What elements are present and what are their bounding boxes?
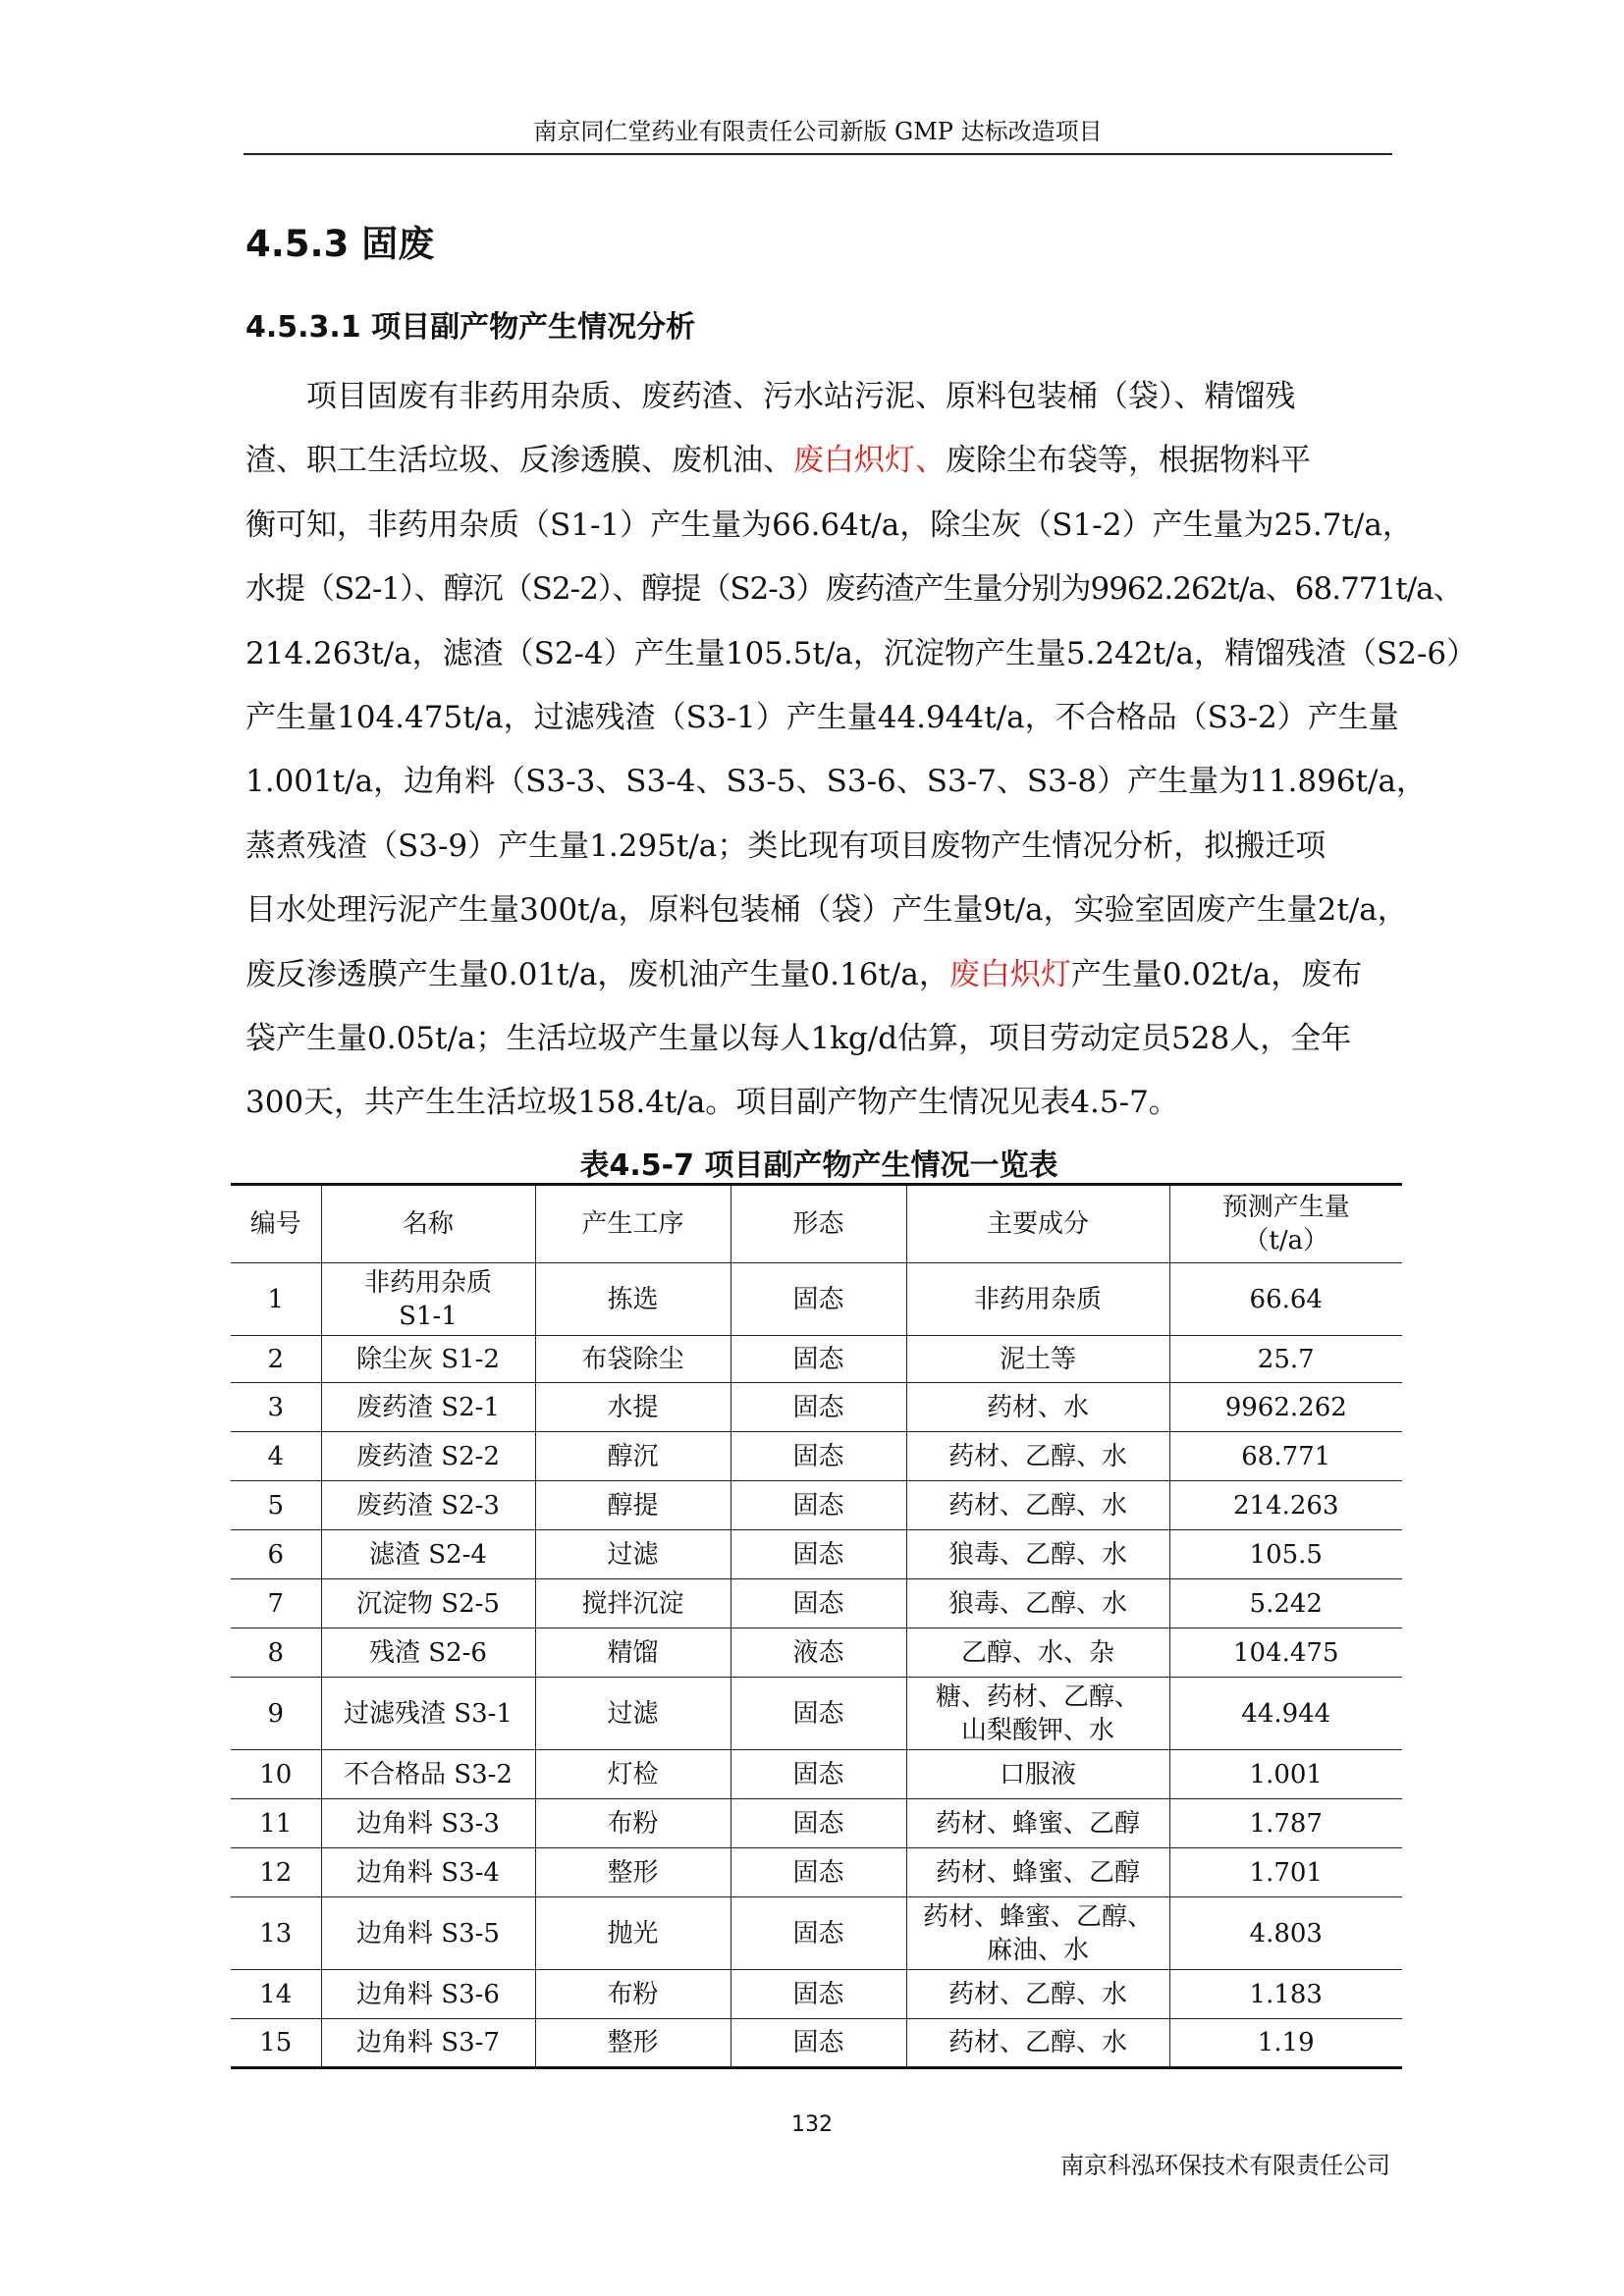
table-cell	[535, 1750, 731, 1799]
cell-text: 非药用杂质	[973, 1284, 1102, 1314]
table-cell	[731, 1678, 906, 1750]
cell-text: 44.944	[1241, 1698, 1331, 1729]
cell-text: 66.64	[1249, 1284, 1323, 1314]
table-cell	[731, 1799, 906, 1848]
cell-text: 214.263	[1232, 1490, 1339, 1521]
cell-text: 11	[259, 1808, 293, 1839]
cell-text: 边角料 S3-5	[356, 1918, 500, 1949]
header-cell-line: （t/a）	[1243, 1226, 1329, 1255]
cell-text: 醇沉	[607, 1441, 659, 1471]
table-cell	[321, 1897, 535, 1970]
table-caption: 表4.5-7 项目副产物产生情况一览表	[579, 1148, 1058, 1183]
table-cell	[1169, 2019, 1402, 2068]
cell-text: 2	[267, 1344, 285, 1374]
table-cell	[535, 2019, 731, 2068]
paragraph-line: 300天，共产生生活垃圾158.4t/a。项目副产物产生情况见表4.5-7。	[245, 1085, 1179, 1121]
table-cell	[321, 1750, 535, 1799]
header-cell	[1169, 1185, 1402, 1263]
cell-text: 104.475	[1232, 1637, 1339, 1668]
cell-text: 4	[267, 1441, 285, 1471]
table-cell	[906, 1481, 1169, 1530]
cell-text: 搅拌沉淀	[581, 1588, 684, 1619]
table-header-row	[231, 1185, 1402, 1263]
cell-text: 9	[267, 1698, 285, 1729]
cell-text: 乙醇、水、杂	[960, 1637, 1114, 1668]
cell-text: 过滤	[607, 1698, 659, 1729]
cell-text: 1.19	[1257, 2028, 1315, 2057]
table-cell	[731, 2019, 906, 2068]
highlighted-text: 废白炽灯	[948, 956, 1071, 992]
cell-text: 滤渣 S2-4	[369, 1539, 487, 1570]
table-cell	[1169, 1432, 1402, 1481]
cell-text: 沉淀物 S2-5	[356, 1588, 500, 1619]
table-cell	[1169, 1897, 1402, 1970]
cell-text: 固态	[792, 1759, 844, 1789]
table-cell	[321, 2019, 535, 2068]
cell-text: 4.803	[1249, 1918, 1323, 1949]
cell-text: 废药渣 S2-2	[356, 1441, 500, 1471]
cell-text: 固态	[792, 1284, 844, 1314]
table-cell	[231, 1848, 321, 1897]
cell-text: 固态	[792, 2028, 844, 2057]
table-row	[231, 1629, 1402, 1678]
table-cell	[731, 1750, 906, 1799]
section-heading: 4.5.3 固废	[245, 223, 435, 265]
table-cell	[321, 1678, 535, 1750]
table-row	[231, 1799, 1402, 1848]
cell-text: 固态	[792, 1344, 844, 1374]
table-row	[231, 1897, 1402, 1970]
table-cell	[731, 1579, 906, 1629]
table-cell	[1169, 1481, 1402, 1530]
text-span: 产生量0.02t/a，废布	[1070, 956, 1363, 992]
table-cell	[321, 1336, 535, 1383]
cell-text: 除尘灰 S1-2	[356, 1344, 500, 1374]
cell-text: 药材、乙醇、水	[947, 2028, 1127, 2057]
cell-text: 山梨酸钾、水	[960, 1715, 1114, 1745]
cell-text: 废药渣 S2-3	[356, 1490, 500, 1521]
cell-text: 狼毒、乙醇、水	[947, 1588, 1127, 1619]
table-row	[231, 1336, 1402, 1383]
cell-text: 布粉	[607, 1808, 659, 1839]
header-cell: 编号	[231, 1185, 321, 1263]
table-cell	[321, 1970, 535, 2019]
cell-text: 液态	[792, 1637, 844, 1668]
table-cell	[906, 1530, 1169, 1579]
cell-text: S1-1	[399, 1301, 458, 1331]
cell-text: 5	[267, 1490, 285, 1521]
table-row	[231, 2019, 1402, 2068]
cell-text: 8	[267, 1637, 285, 1668]
table-cell	[535, 1579, 731, 1629]
cell-text: 糖、药材、乙醇、	[935, 1682, 1140, 1712]
table-cell	[731, 1530, 906, 1579]
cell-text: 9962.262	[1224, 1392, 1347, 1422]
cell-text: 抛光	[607, 1918, 659, 1949]
table-row	[231, 1750, 1402, 1799]
cell-text: 固态	[792, 1698, 844, 1729]
table-row	[231, 1481, 1402, 1530]
table-cell	[231, 1530, 321, 1579]
table-cell	[906, 1336, 1169, 1383]
table-cell	[1169, 1848, 1402, 1897]
table-cell	[906, 1629, 1169, 1678]
cell-text: 14	[259, 1979, 293, 2009]
table-cell	[535, 1629, 731, 1678]
table-cell	[906, 1678, 1169, 1750]
paragraph-line	[245, 943, 1392, 1007]
table-cell	[731, 1263, 906, 1336]
paragraph-line: 衡可知，非药用杂质（S1-1）产生量为66.64t/a，除尘灰（S1-2）产生量为25.7t/a，	[245, 507, 1413, 543]
table-cell	[535, 1897, 731, 1970]
cell-text: 狼毒、乙醇、水	[947, 1539, 1127, 1570]
table-cell	[321, 1530, 535, 1579]
table-cell	[321, 1481, 535, 1530]
text-span: 渣、职工生活垃圾、反渗透膜、废机油、	[245, 443, 793, 479]
table-cell	[906, 1263, 1169, 1336]
cell-text: 灯检	[607, 1759, 659, 1789]
subsection-heading: 4.5.3.1 项目副产物产生情况分析	[245, 310, 696, 345]
table-cell	[321, 1848, 535, 1897]
table-cell	[535, 1848, 731, 1897]
cell-text: 固态	[792, 1857, 844, 1888]
table-cell	[321, 1263, 535, 1336]
cell-text: 整形	[607, 2028, 659, 2057]
table-cell	[906, 1799, 1169, 1848]
table-cell	[1169, 1336, 1402, 1383]
cell-text: 7	[267, 1588, 285, 1619]
table-cell	[906, 1383, 1169, 1432]
table-cell	[535, 1530, 731, 1579]
cell-text: 6	[267, 1539, 285, 1570]
cell-text: 固态	[792, 1441, 844, 1471]
table-row	[231, 1678, 1402, 1750]
cell-text: 5.242	[1249, 1588, 1323, 1619]
cell-text: 固态	[792, 1539, 844, 1570]
footer-company: 南京科泓环保技术有限责任公司	[1060, 2152, 1390, 2179]
cell-text: 药材、乙醇、水	[947, 1441, 1127, 1471]
table-cell	[231, 1750, 321, 1799]
cell-text: 残渣 S2-6	[369, 1637, 487, 1668]
cell-text: 固态	[792, 1979, 844, 2009]
table-cell	[321, 1799, 535, 1848]
table-cell	[731, 1848, 906, 1897]
table-cell	[231, 1799, 321, 1848]
table-cell	[906, 1579, 1169, 1629]
table-cell	[231, 1629, 321, 1678]
cell-text: 废药渣 S2-1	[356, 1392, 500, 1422]
cell-text: 醇提	[607, 1490, 659, 1521]
table-cell	[906, 1432, 1169, 1481]
cell-text: 边角料 S3-7	[356, 2028, 500, 2057]
table-cell	[231, 2019, 321, 2068]
cell-text: 13	[259, 1918, 293, 1949]
cell-text: 药材、乙醇、水	[947, 1490, 1127, 1521]
cell-text: 边角料 S3-3	[356, 1808, 500, 1839]
cell-text: 1.701	[1249, 1857, 1323, 1888]
paragraph-line: 产生量104.475t/a，过滤残渣（S3-1）产生量44.944t/a，不合格品（S3-2）产生量	[245, 699, 1399, 735]
table-cell	[231, 1432, 321, 1481]
cell-text: 固态	[792, 1490, 844, 1521]
cell-text: 过滤残渣 S3-1	[344, 1698, 513, 1729]
cell-text: 拣选	[607, 1284, 659, 1314]
table-cell	[535, 1336, 731, 1383]
table-row	[231, 1970, 1402, 2019]
table-cell	[231, 1336, 321, 1383]
table-cell	[1169, 1263, 1402, 1336]
cell-text: 过滤	[607, 1539, 659, 1570]
table-cell	[231, 1579, 321, 1629]
paragraph-line	[245, 429, 1392, 493]
table-cell	[1169, 1579, 1402, 1629]
cell-text: 药材、蜂蜜、乙醇	[935, 1857, 1140, 1888]
table-cell	[906, 1848, 1169, 1897]
table-cell	[731, 1432, 906, 1481]
header-cell: 名称	[321, 1185, 535, 1263]
page-header	[244, 110, 1392, 155]
text-span: 废除尘布袋等，根据物料平	[946, 443, 1311, 479]
cell-text: 15	[259, 2028, 293, 2057]
table-body	[231, 1263, 1402, 2068]
table-cell	[1169, 1970, 1402, 2019]
table-row	[231, 1848, 1402, 1897]
cell-text: 非药用杂质	[363, 1267, 492, 1298]
table-cell	[731, 1383, 906, 1432]
table-cell	[906, 1750, 1169, 1799]
cell-text: 3	[267, 1392, 285, 1422]
cell-text: 1.183	[1249, 1979, 1323, 2009]
cell-text: 1.787	[1249, 1808, 1323, 1839]
table-cell	[321, 1383, 535, 1432]
table-cell	[231, 1897, 321, 1970]
cell-text: 固态	[792, 1392, 844, 1422]
table-cell	[906, 1897, 1169, 1970]
cell-text: 药材、水	[986, 1392, 1089, 1422]
table-cell	[321, 1579, 535, 1629]
text-span: 废反渗透膜产生量0.01t/a，废机油产生量0.16t/a，	[245, 956, 949, 992]
highlighted-text: 废白炽灯、	[793, 443, 946, 479]
table-cell	[231, 1970, 321, 2019]
table-cell	[535, 1799, 731, 1848]
table-row	[231, 1263, 1402, 1336]
table-cell	[535, 1383, 731, 1432]
table-cell	[1169, 1799, 1402, 1848]
paragraph-line: 袋产生量0.05t/a；生活垃圾产生量以每人1kg/d估算，项目劳动定员528人，全年	[245, 1020, 1352, 1056]
paragraph-line: 项目固废有非药用杂质、废药渣、污水站污泥、原料包装桶（袋）、精馏残	[306, 379, 1296, 414]
cell-text: 不合格品 S3-2	[344, 1759, 513, 1789]
cell-text: 105.5	[1249, 1539, 1323, 1570]
paragraph-line: 1.001t/a，边角料（S3-3、S3-4、S3-5、S3-6、S3-7、S3-8）产生量为11.896t/a，	[245, 764, 1427, 800]
cell-text: 泥土等	[999, 1344, 1076, 1374]
header-cell: 主要成分	[906, 1185, 1169, 1263]
cell-text: 水提	[607, 1392, 659, 1422]
table-cell	[906, 2019, 1169, 2068]
table-row	[231, 1530, 1402, 1579]
header-cell-line: 预测产生量	[1221, 1193, 1350, 1222]
table-cell	[535, 1481, 731, 1530]
header-title: 南京同仁堂药业有限责任公司新版 GMP 达标改造项目	[533, 118, 1103, 145]
table-cell	[1169, 1750, 1402, 1799]
cell-text: 固态	[792, 1918, 844, 1949]
cell-text: 68.771	[1241, 1441, 1331, 1471]
paragraph-line: 蒸煮残渣（S3-9）产生量1.295t/a；类比现有项目废物产生情况分析，拟搬迁项	[245, 828, 1326, 864]
table-cell	[535, 1678, 731, 1750]
byproduct-table	[231, 1183, 1402, 2069]
cell-text: 12	[259, 1857, 293, 1888]
table-cell	[1169, 1678, 1402, 1750]
page-number: 132	[791, 2112, 833, 2137]
table-cell	[231, 1481, 321, 1530]
table-cell	[231, 1678, 321, 1750]
cell-text: 药材、蜂蜜、乙醇、	[922, 1901, 1153, 1932]
cell-text: 布袋除尘	[581, 1344, 684, 1374]
table-cell	[731, 1970, 906, 2019]
cell-text: 10	[259, 1759, 293, 1789]
table-cell	[731, 1336, 906, 1383]
table-cell	[731, 1481, 906, 1530]
cell-text: 边角料 S3-6	[356, 1979, 500, 2009]
paragraph-line: 214.263t/a，滤渣（S2-4）产生量105.5t/a，沉淀物产生量5.242t/a，精馏残渣（S2-6）	[245, 635, 1478, 671]
table-row	[231, 1383, 1402, 1432]
table-cell	[1169, 1383, 1402, 1432]
cell-text: 1	[267, 1284, 285, 1314]
cell-text: 25.7	[1257, 1344, 1315, 1374]
cell-text: 精馏	[607, 1637, 659, 1668]
header-cell: 形态	[731, 1185, 906, 1263]
cell-text: 麻油、水	[986, 1935, 1089, 1965]
cell-text: 整形	[607, 1857, 659, 1888]
table-cell	[1169, 1530, 1402, 1579]
table-cell	[731, 1629, 906, 1678]
table-cell	[535, 1432, 731, 1481]
cell-text: 固态	[792, 1808, 844, 1839]
header-cell: 产生工序	[535, 1185, 731, 1263]
body-paragraph	[245, 365, 1478, 1136]
table-row	[231, 1432, 1402, 1481]
table-cell	[321, 1432, 535, 1481]
paragraph-line: 目水处理污泥产生量300t/a，原料包装桶（袋）产生量9t/a，实验室固废产生量2t/a，	[245, 892, 1408, 929]
table-cell	[321, 1629, 535, 1678]
cell-text: 口服液	[999, 1759, 1076, 1789]
cell-text: 药材、蜂蜜、乙醇	[935, 1808, 1140, 1839]
cell-text: 固态	[792, 1588, 844, 1619]
table-cell	[231, 1263, 321, 1336]
table-row	[231, 1579, 1402, 1629]
cell-text: 1.001	[1249, 1759, 1323, 1789]
cell-text: 药材、乙醇、水	[947, 1979, 1127, 2009]
table-cell	[1169, 1629, 1402, 1678]
paragraph-line: 水提（S2-1）、醇沉（S2-2）、醇提（S2-3）废药渣产生量分别为9962.262t/a、68.771t/a、	[245, 571, 1463, 608]
table-cell	[906, 1970, 1169, 2019]
cell-text: 布粉	[607, 1979, 659, 2009]
table-cell	[731, 1897, 906, 1970]
table-cell	[231, 1383, 321, 1432]
table-cell	[535, 1970, 731, 2019]
table-cell	[535, 1263, 731, 1336]
cell-text: 边角料 S3-4	[356, 1857, 500, 1888]
